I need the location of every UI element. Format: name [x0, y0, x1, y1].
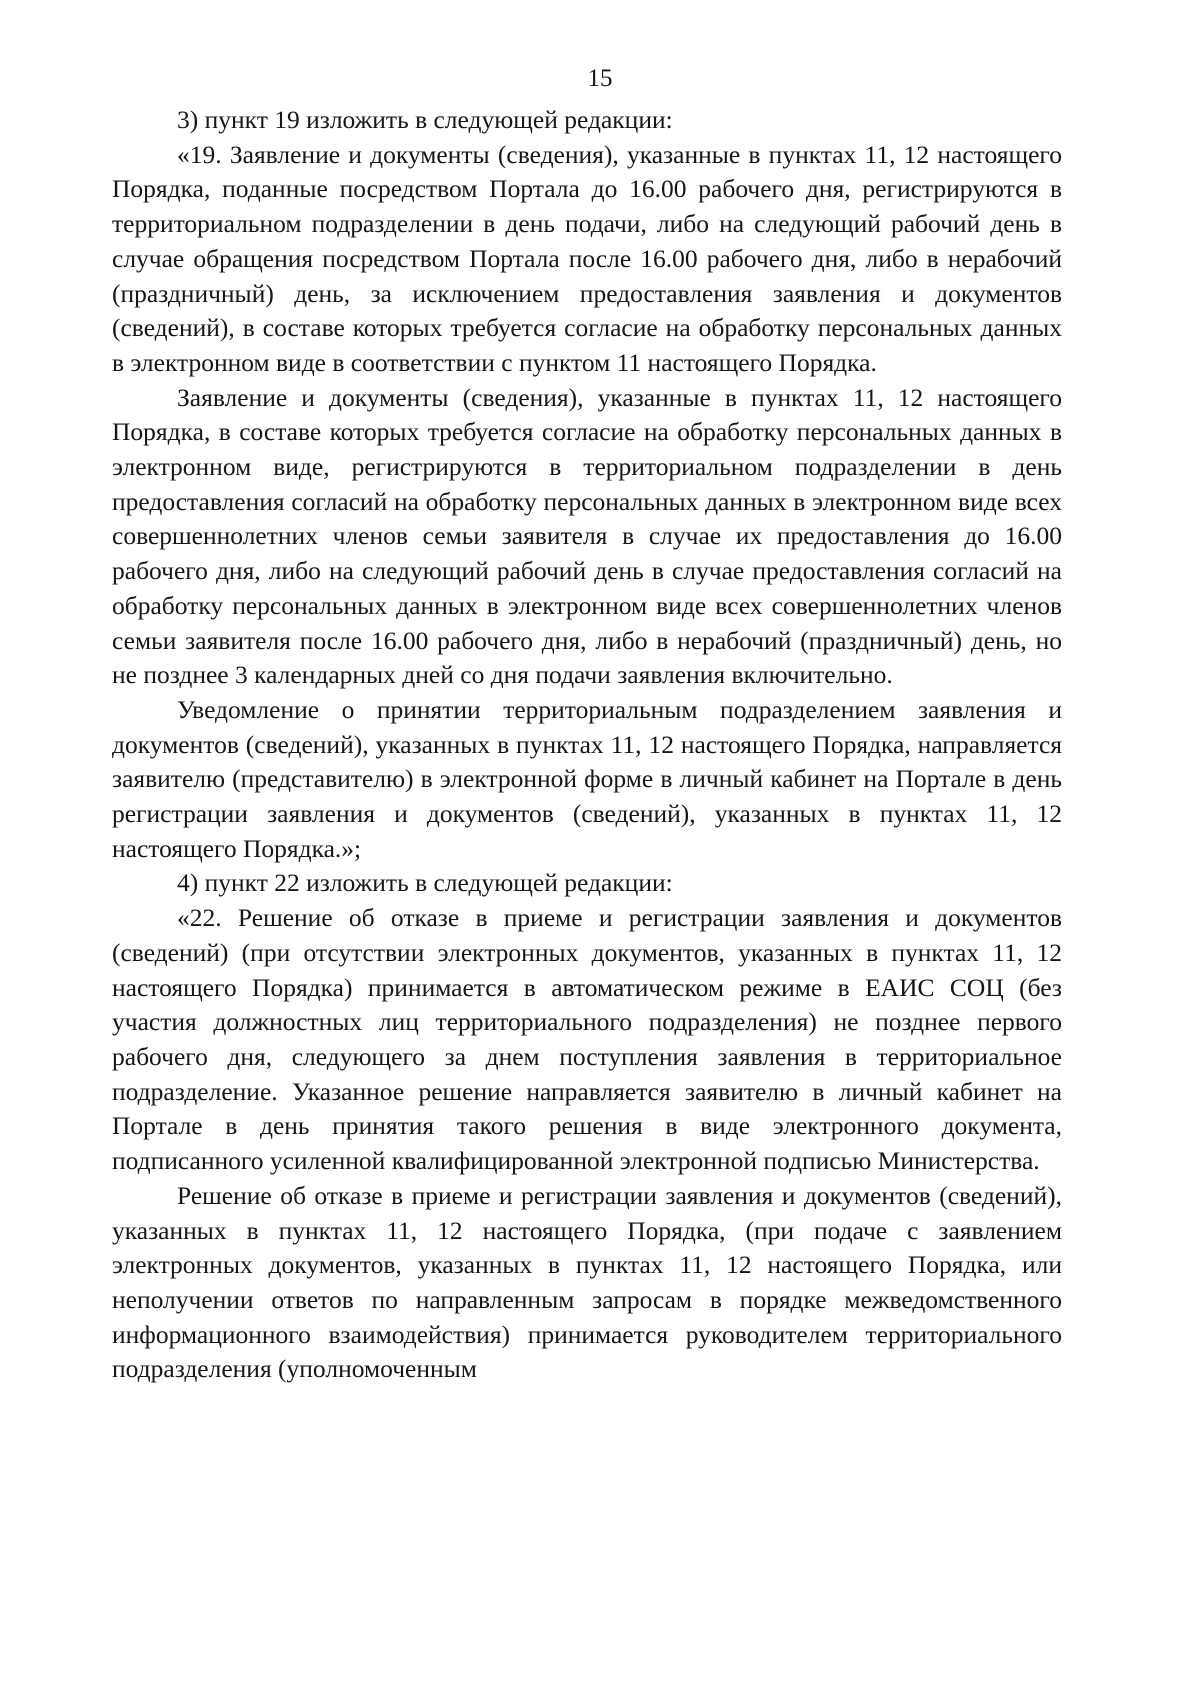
document-body	[112, 103, 1062, 1387]
page-number: 15	[587, 65, 613, 92]
paragraph-item-4: 4) пункт 22 изложить в следующей редакции:	[177, 868, 673, 898]
paragraph-notification: Уведомление о принятии территориальным подразделением заявления и документов (сведений), указанных в пунктах 11, 12 настоящего Порядка, направляется заявителю (представителю) в электронной форме в личный кабинет на Портале в день регистрации заявления и документов (сведений), указанных в пунктах 11, 12 настоящего Порядка.»;	[112, 694, 1062, 863]
paragraph-point-19-text: «19. Заявление и документы (сведения), указанные в пунктах 11, 12 настоящего Порядка, поданные посредством Портала до 16.00 рабочего дня, регистрируются в территориальном подразделении в день подачи, либо на следующий рабочий день в случае обращения посредством Портала после 16.00 рабочего дня, либо в нерабочий (праздничный) день, за исключением предоставления заявления и документов (сведений), в составе которых требуется согласие на обработку персональных данных в электронном виде в соответствии с пунктом 11 настоящего Порядка.	[112, 139, 1062, 377]
paragraph-refusal-decision: Решение об отказе в приеме и регистрации заявления и документов (сведений), указанных в пунктах 11, 12 настоящего Порядка, (при подаче с заявлением электронных документов, указанных в пунктах 11, 12 настоящего Порядка, или неполучении ответов по направленным запросам в порядке межведомственного информационного взаимодействия) принимается руководителем территориального подразделения (уполномоченным	[112, 1180, 1062, 1384]
paragraph-item-3: 3) пункт 19 изложить в следующей редакции:	[177, 105, 673, 134]
paragraph-consent-registration: Заявление и документы (сведения), указанные в пунктах 11, 12 настоящего Порядка, в составе которых требуется согласие на обработку персональных данных в электронном виде, регистрируются в территориальном подразделении в день предоставления согласий на обработку персональных данных в электронном виде всех совершеннолетних членов семьи заявителя в случае их предоставления до 16.00 рабочего дня, либо на следующий рабочий день в случае предоставления согласий на обработку персональных данных в электронном виде всех совершеннолетних членов семьи заявителя после 16.00 рабочего дня, либо в нерабочий (праздничный) день, но не позднее 3 календарных дней со дня подачи заявления включительно.	[112, 382, 1062, 690]
paragraph-point-22-text: «22. Решение об отказе в приеме и регистрации заявления и документов (сведений) (при отсутствии электронных документов, указанных в пунктах 11, 12 настоящего Порядка) принимается в автоматическом режиме в ЕАИС СОЦ (без участия должностных лиц территориального подразделения) не позднее первого рабочего дня, следующего за днем поступления заявления в территориальное подразделение. Указанное решение направляется заявителю в личный кабинет на Портале в день принятия такого решения в виде электронного документа, подписанного усиленной квалифицированной электронной подписью Министерства.	[112, 903, 1062, 1176]
